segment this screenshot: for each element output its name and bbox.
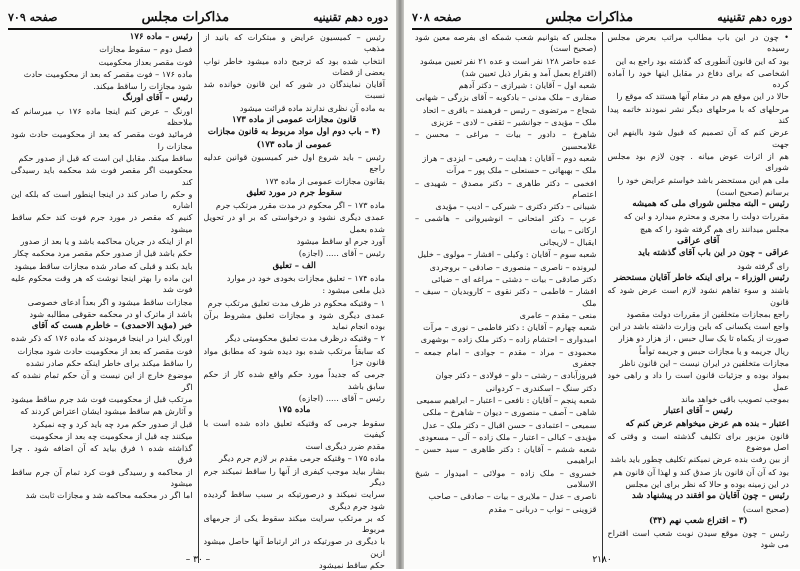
text-line: رئیس – باید شروع اول خبر کمیسیون قوانین عدلیه راجع (203, 151, 385, 174)
text-line: رئیس – چون موقع سیدن نوبت شعب است اقتراح می شود (607, 528, 789, 550)
text-line: شعبه سوم – آقایان : وکیلی – افشار – مولوی – خلیل (417, 249, 597, 260)
right-footer: ۲۱۸۰ (592, 555, 612, 565)
text-line: شعبه پنجم – آقایان : نافعی – اعتبار – ابراهیم سمیعی (416, 394, 597, 405)
text-line: محمودی – مراد – مقدم – جوادی – امام جمعه – جعفری (415, 346, 597, 369)
text-line: در این زمینه بوده و حالا که نظر برای این مجلس (625, 478, 789, 489)
text-line: ملک – مؤیدی – جوانشیر – ثقفی – لادی – عزیزی (431, 117, 597, 128)
book-gutter (396, 0, 404, 569)
text-line: اورنگ – عرض کنم اینجا ماده ۱۷۶ ب میرسانم که ملاحظه (11, 105, 193, 128)
text-line: اما اگر در محکمه محاکمه شد و مجازات ثابت شد (25, 490, 193, 501)
text-line: ایقبال – لاریجانی (539, 237, 597, 248)
left-footer: – ۳۰ – (185, 555, 211, 565)
text-line: رئیس الوزراء – برای اینکه خاطر آقایان مستحضر (613, 272, 789, 283)
text-line: قبل از صدور حکم مرد چه باید کرد و چه نمیکرد (32, 418, 193, 429)
text-line: ساقط میکند. مقابل این است که قبل از صدور حکم (18, 152, 193, 163)
text-line: باشند و سوء تفاهم نشود لازم است عرض شود که قانون (607, 285, 789, 307)
text-line: این ماده را بهتر اینجا نوشت که هر وقت محکوم علیه فوت شد (11, 272, 193, 295)
text-line: شعبه چهارم – آقایان : دکتر فاطمی – نوری – مرآت (423, 322, 597, 333)
text-line: بمواد بوده و جزئیات قانون است را داد و راهی خود عمل (607, 370, 789, 392)
text-line: را ساقط میکند برای خاطر اینکه حکم صادر نشده (26, 358, 193, 369)
text-line: فوت مقصر بعداز محکومیت (98, 56, 193, 67)
text-line: عرب – دکتر امتحانی – انوشیروانی – هاشمی – ارکانی – بیات (415, 213, 597, 235)
text-line: فیروزآبادی – رشتی – دلو – فولادی – دکتر جوان (435, 370, 597, 381)
text-line: بود که آن آن قانون باز صدق کند و لهذا آن قانون هم (613, 466, 789, 477)
right-page-number: صفحه ۷۰۸ (412, 10, 462, 24)
text-line: • چون در این باب مطالب مراتب بعرض مجلس رسیده (607, 32, 789, 54)
text-line: (۳ – اقتراع شعب نهم (۳۴) (648, 515, 748, 526)
text-line: ماده ۱۷۵ (278, 405, 311, 416)
text-line: با دیگری در صورتیکه در اثر ارتباط آنها حاصل میشود ازین (203, 536, 385, 558)
text-line: مجلس میدانند رای هم گرفته شود را که هیچ (639, 223, 789, 234)
text-line: برسانم (صحیح است) (716, 186, 789, 197)
text-line: که بر مرتکب سرایت میکند سقوط یکی از جرمهای مربوط (203, 512, 385, 535)
text-line: جرمی که جدیداً مورد حکم واقع شده کار از حکم سابق باشد (203, 369, 385, 391)
text-line: آورد جرم او ساقط میشود (296, 236, 385, 247)
text-line: عمومی از ماده ۱۷۳) (256, 139, 332, 150)
text-line: ملی هم این مستحضر باشد خواستم عرایض خود را (617, 174, 789, 185)
text-line: رئیس – آقای ..... (اجازه) (298, 248, 385, 259)
text-line: انتخاب شده بود که ترجیح داده میشود خاطر نواب بعضی از قضات (203, 55, 385, 77)
text-line: شاهرخ – دادور – بیات – مراغی – محسن – غلامحسین (415, 129, 597, 151)
text-line: خسروی – ملک زاده – مولائی – امیدوار – شیخ الاسلامی (415, 467, 597, 489)
text-line: عده حاضر ۱۲۸ نفر است و عده ۲۱ نفر تعیین میشود (420, 55, 597, 66)
text-line: مرتکب قبل از محکومیت فوت شد جرم ساقط میشود (11, 393, 193, 404)
text-line: دکتر سنگ – اسکندری – کردوانی (485, 382, 597, 393)
text-line: مرحلهای که با مرحلهای دیگر نشر نمودند خاتمه پیدا کند (607, 103, 789, 126)
left-columns (8, 32, 388, 571)
text-line: افشار – فاطمی – دکتر نقوی – کاروبدیان – سیف – ملک (415, 286, 597, 308)
text-line: که سابقاً مرتکب شده بود دیده شود که مطابق مواد قانون جزا (203, 345, 385, 368)
text-line: شعبه دوم – آقایان : هدایت – رفیعی – ایزدی – هراز (422, 152, 597, 163)
right-page-right-column (605, 32, 793, 563)
text-line: سقوط جرمی که وقتیکه تعلیق داده شده است با کیفیت (203, 417, 385, 439)
text-line: فرمائید فوت مقصر که بعد از محکومیت حادث شود مجازات را (11, 129, 193, 151)
right-page-header (412, 6, 792, 30)
text-line: واجع است یکسانی که باین وزارت داشته باشد در این (609, 321, 789, 332)
text-line: قزوینی – نواب – دربانی – مقدم (488, 503, 597, 514)
text-line: صفاری – ملک مدنی – بادکوبه – آقای بزرگی – شهابی (415, 92, 597, 103)
text-line: صورت از یکماه تا یک سال حبس ، از هزار دو هزار (618, 333, 789, 344)
text-line: مجازات متخلفین در ایران نیست – این قانون ناظر (619, 358, 789, 369)
text-line: فصل دوم – سقوط مجازات (99, 44, 193, 55)
text-line: از محاکمه و رسیدگی فوت کرد تمام آن جرم ساقط میشود (11, 466, 193, 488)
text-line: ملک – بهبهانی – حسنعلی – ملک پور – مرآت (446, 165, 597, 176)
text-line: آقای عراقی (677, 236, 720, 247)
text-line: فوت مقصر که بعد از محکومیت حادث شود مجازات (17, 345, 193, 356)
text-line: هم از اثرات عوض میانه . چون لازم بود مجلس شورای (607, 150, 789, 173)
text-line: قانون مجازات عمومی از ماده ۱۷۳ (232, 115, 357, 126)
left-title: مذاکرات مجلس (141, 9, 230, 25)
right-page-left-column (412, 32, 600, 563)
text-line: از بین رفت بنده عرض نمیکنم تکلیف چطور باید باشد (610, 454, 789, 465)
left-page-right-column (201, 32, 389, 571)
text-line: ام از اینکه در جریان محاکمه باشد و یا بعد از صدور (20, 236, 193, 247)
text-line: ماده ۱۷۶ – فوت مقصر که بعد از محکومیت حادث (23, 68, 193, 79)
text-line: بود که این قانون آنطوری که گذشته بود راجع به این (615, 55, 789, 66)
text-line: شعبه اول – آقایان : شیرازی – دکتر آدهم (458, 80, 597, 91)
text-line: شاهی – آصف – منصوری – دیوان – شاهرخ – ملکی (422, 407, 597, 418)
text-line: سمیعی – اعتمادی – حسن اقبال – دکتر ملک – عدل (422, 419, 597, 430)
text-line: حکم باشد قبل از صدور حکم مقصر مرد محکمه چکار (13, 248, 193, 259)
column-rule (198, 32, 199, 563)
text-line: مقدم ضرر دیگری است (305, 441, 385, 452)
text-line: ذیل ملغی میشود : (322, 285, 385, 296)
text-line: الف – تعلیق (272, 260, 316, 271)
left-page-left-column (8, 32, 196, 563)
text-line: راجع بمجازات متخلفین از مقررات دولت مقصود (626, 308, 789, 319)
text-line: رئیس – البته مجلس شورای ملی که همیشه (632, 199, 789, 210)
text-line: مؤیدی – کبالی – اعتبار – ملک زاده – آلی – مسعودی (418, 431, 597, 442)
left-page-header (8, 6, 388, 30)
text-line: مجازات ساقط میشود و اگر بعداً ادعای خصوصی (27, 296, 193, 307)
text-line: عرض کنم که آن تصمیم که قبول شود بااینهم این جهت (607, 127, 789, 149)
text-line: رئیس – چون آقایان مو افقند در پیشنهاد شد (631, 491, 789, 502)
right-columns (412, 32, 792, 563)
text-line: رئیس – ماده ۱۷۶ (129, 32, 193, 42)
text-line: رئیس – کمیسیون عرایض و مبتکرات که بانید از مذهب (203, 32, 385, 54)
right-page (404, 0, 800, 569)
right-session: دوره دهم تقنینیه (717, 10, 792, 24)
text-line: شجاع – مرتضوی – رئیس – فرهمند – باقری – اتحاد (422, 104, 597, 115)
left-page (0, 0, 396, 569)
text-line: ماده ۱۷۴ – تعلیق مجازات بخودی خود در موارد (226, 272, 385, 283)
text-line: کنیم که مقصر در مورد جرم فوت کند حکم ساقط میشود (11, 212, 193, 234)
text-line: محکومیت اگر مقصر فوت شد محکمه باید رسیدگی کند (11, 165, 193, 187)
text-line: رئیس – آقای ..... (اجازه) (298, 392, 385, 403)
text-line: آقایان نمایندگان در شور که این قانون خوانده شد نسبت (203, 79, 385, 101)
text-line: ماده ۱۷۳ – اگر محکوم در مدت مقرر مرتکب جرم (215, 200, 385, 211)
text-line: رای گرفته شود (737, 260, 789, 271)
text-line: (اقتراع بعمل آمد و بقرار ذیل تعیین شد) (461, 67, 597, 78)
text-line: باید بکند و قبلی که صادر شده مجازات ساقط میشود (14, 260, 193, 271)
text-line: حالا در این موقع هم در مقام آنها هستند که موقع را (616, 91, 789, 102)
text-line: شیبانی – دکتر دکتری – شیرکی – ادیب – مؤیدی (435, 201, 597, 212)
text-line: اشخاصی که برای دفاع در مقابل اینها خود را آماده کرده (607, 67, 789, 90)
text-line: بشار بیاید موجب کیفری از آنها را ساقط نمیکند جرم دیگر (203, 465, 385, 487)
text-line: گذاشته شده ۱ فرق بیاید که آن اضافه شود . چرا فرق (11, 443, 193, 465)
text-line: باشد از ماترک او در محکمه حقوقی مطالبه شود (29, 308, 193, 319)
text-line: عراقی – چون در این باب آقای گذشته باید (638, 248, 789, 259)
column-rule (602, 32, 603, 563)
text-line: لیرونده – ناصری – منصوری – صادقی – بروجردی (429, 261, 597, 272)
text-line: ناصری – عدل – ملایری – بیات – صادقی – صاحب (428, 491, 597, 502)
text-line: اعتبار – بنده هم عرض میخواهم عرض کنم که (625, 418, 789, 429)
text-line: (۴ – باب دوم اول مواد مربوط به قانون مجازات (207, 127, 381, 138)
text-line: عمدی دیگری نشود و درخواستی که بر او در تحویل شده بعمل (203, 212, 385, 234)
text-line: ریال جریمه و یا مجازات حبس و جریمه توأماً (639, 345, 789, 356)
text-line: ۲ – وقتیکه درظرف مدت تعلیق محکومیتی دیگر (225, 333, 385, 344)
text-line: بموجب تصویب باقی خواهد ماند (681, 393, 789, 404)
text-line: (صحیح است) (742, 503, 789, 514)
text-line: حکم ساقط نمیشود (319, 560, 385, 571)
text-line: رئیس – آقای اعتبار (663, 406, 733, 417)
text-line: امیدواری – احتشام زاده – دکتر ملک زاده – بوشهری (420, 334, 597, 345)
text-line: سقوط جرم در مورد تعلیق (246, 187, 342, 198)
right-title: مذاکرات مجلس (545, 9, 634, 25)
text-line: و حکم را صادر کند در اینجا اینطور است که بلکه این اشاره (11, 188, 193, 211)
text-line: دکتر صادقی – بیات – دشتی – مراغه ای – ضیائی (431, 273, 597, 284)
text-line: میکنند چه قبل از محکومیت چه بعد از محکومیت (29, 430, 193, 441)
text-line: خبر (مؤید الاحمدی) – خاطرم هست که آقای (31, 321, 193, 332)
text-line: شعبه ششم – آقایان : دکتر طاهری – سید حسن – ابراهیمی (415, 444, 597, 466)
text-line: افخمی – دکتر طاهری – دکتر مصدق – شهیدی – اعتصام (415, 177, 597, 199)
left-page-number: صفحه ۷۰۹ (8, 10, 58, 24)
text-line: و آثارش هم ساقط میشود ایشان اعتراض کردند که (20, 406, 193, 417)
text-line: رئیس – آقای اورنگ (122, 93, 193, 104)
text-line: موضوع خارج از این نیست و آن حکم تمام نشده که اگر (11, 370, 193, 392)
left-session: دوره دهم تقنینیه (313, 10, 388, 24)
text-line: عمدی دیگری شود و مجازات تعلیق مشروط برآن بوده انجام نماید (203, 309, 385, 332)
text-line: منعی – مقدم – عامری (519, 309, 597, 320)
text-line: به ماده آن نظری ندارند ماده قرائت میشود (239, 102, 385, 113)
text-line: قانون مزبور برای تکلیف گذشته است و وقتی که اصل موضوع (607, 430, 789, 453)
text-line: ماده ۱۷۵ – وقتیکه جرمی مقدم بر لازم جرم دیگر (218, 453, 385, 464)
text-line: ۱ – وقتیکه محکوم در ظرف مدت تعلیق مرتکب جرم (207, 297, 385, 308)
text-line: مجلس که بتوانیم شعب شمکه ای بفرصه معین شود (صحیح است) (415, 32, 597, 54)
text-line: اورنگ اینرا در اینجا فرمودند که ماده ۱۷۶ که ذکر شده (11, 333, 193, 344)
text-line: مقررات دولت را مجری و محترم میدارد و این که (623, 211, 789, 222)
text-line: شود مجازات را ساقط میکند. (93, 81, 193, 92)
text-line: بقانون مجازات عمومی از ماده ۱۷۳ (265, 175, 385, 186)
text-line: سرایت نمیکند و درصورتیکه بر سبب ساقط گردیده شود جرم دیگری (203, 489, 385, 511)
